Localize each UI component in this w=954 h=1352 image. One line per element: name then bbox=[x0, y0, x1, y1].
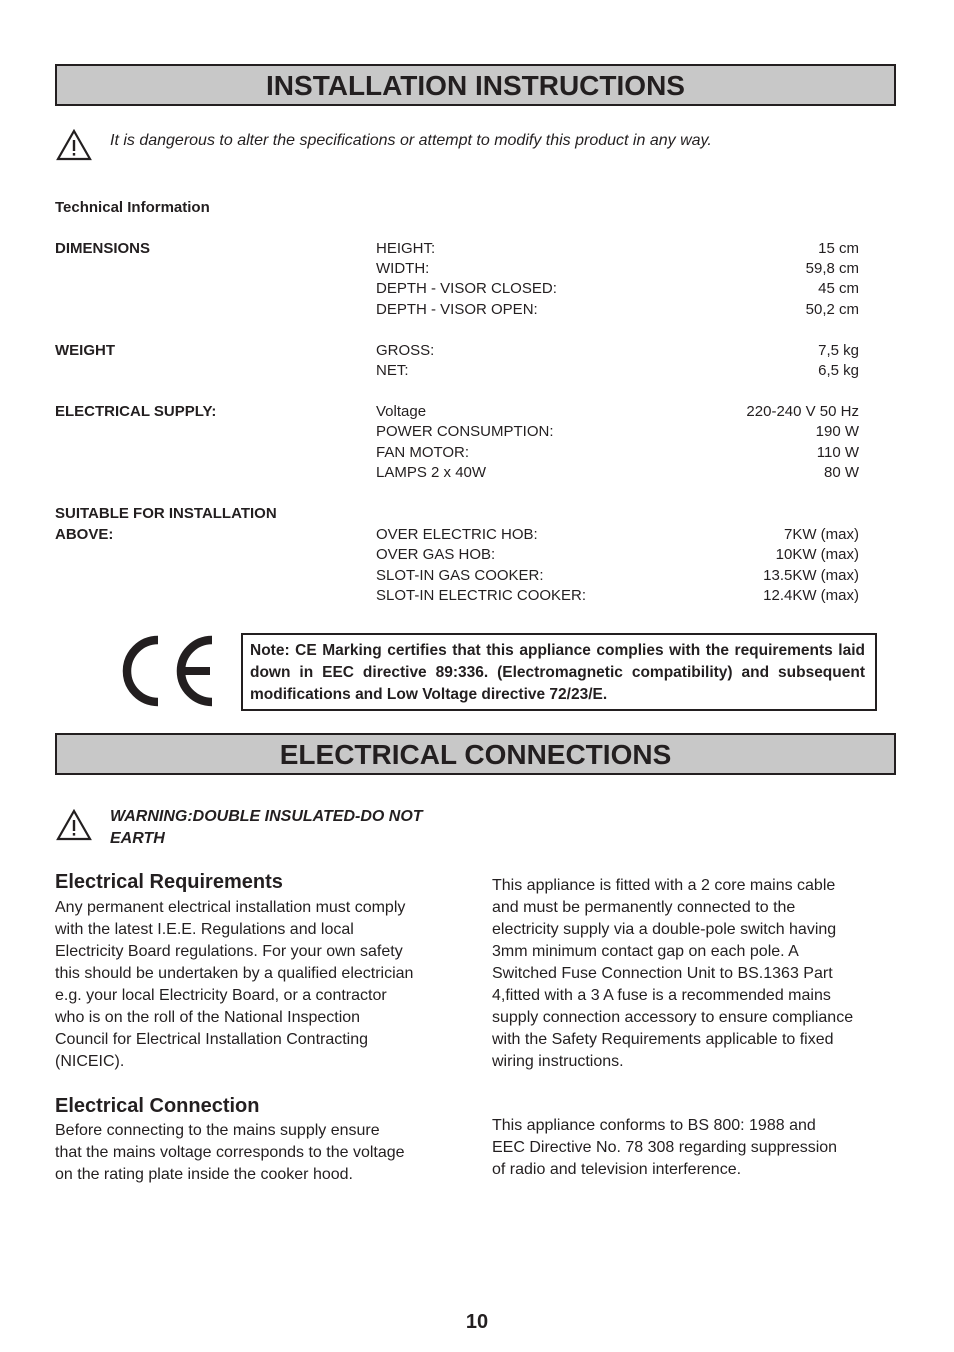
suitable-label-line1: SUITABLE FOR INSTALLATION bbox=[55, 505, 277, 522]
electrical-title-banner bbox=[55, 733, 896, 775]
cable-info-text: This appliance is fitted with a 2 core mains cable and must be permanently connected to the electricity supply via a double-pole switch having 3mm minimum contact gap on each pole. A Switched Fuse Connection Unit to BS.1363 Part 4,fitted with a 3 A fuse is a recommended mains supply connection accessory to ensure compliance with the Safety Requirements applicable to fixed wiring instructions. bbox=[492, 877, 854, 1070]
weight-label: WEIGHT bbox=[55, 342, 115, 359]
spec-row bbox=[376, 342, 859, 362]
ce-note-box bbox=[241, 633, 877, 711]
tech-info-heading: Technical Information bbox=[55, 199, 210, 216]
modify-warning-text: It is dangerous to alter the specifications or attempt to modify this product in any way. bbox=[110, 132, 712, 149]
spec-row bbox=[376, 444, 859, 464]
warning-line-1: WARNING:DOUBLE INSULATED-DO NOT bbox=[110, 808, 423, 825]
ce-note-text: Note: CE Marking certifies that this appliance complies with the requirements laid down in EEC directive 89:336. (Electromagnetic compatibility) and subsequent modifications and Low Voltage directive 72/23/E. bbox=[250, 642, 865, 703]
spec-key: HEIGHT: bbox=[376, 240, 436, 257]
spec-value: 12.4KW (max) bbox=[763, 587, 859, 604]
spec-key: GROSS: bbox=[376, 342, 435, 359]
spec-row bbox=[376, 546, 859, 566]
conformity-text: This appliance conforms to BS 800: 1988 and EEC Directive No. 78 308 regarding suppression of radio and television interference. bbox=[492, 1117, 838, 1178]
spec-value: 110 W bbox=[816, 444, 859, 461]
spec-row bbox=[376, 464, 859, 484]
electrical-title: ELECTRICAL CONNECTIONS bbox=[279, 739, 672, 770]
spec-row bbox=[376, 362, 859, 382]
spec-value: 59,8 cm bbox=[805, 260, 859, 277]
spec-key: SLOT-IN GAS COOKER: bbox=[376, 567, 544, 584]
warning-triangle-icon bbox=[56, 129, 92, 161]
spec-value: 50,2 cm bbox=[805, 301, 859, 318]
spec-row bbox=[376, 280, 859, 300]
suitable-label-line2: ABOVE: bbox=[55, 526, 114, 543]
dimensions-label: DIMENSIONS bbox=[55, 240, 151, 257]
spec-row bbox=[376, 587, 859, 607]
spec-row bbox=[376, 240, 859, 260]
double-insulated-warning bbox=[110, 806, 423, 850]
spec-value: 45 cm bbox=[818, 280, 859, 297]
spec-row bbox=[376, 567, 859, 587]
spec-row bbox=[376, 526, 859, 546]
spec-key: DEPTH - VISOR CLOSED: bbox=[376, 280, 557, 297]
spec-row bbox=[376, 403, 859, 423]
spec-row bbox=[376, 301, 859, 321]
spec-value: 80 W bbox=[823, 464, 859, 481]
page-number: 10 bbox=[465, 1311, 489, 1333]
spec-value: 7KW (max) bbox=[784, 526, 859, 543]
spec-key: OVER ELECTRIC HOB: bbox=[376, 526, 538, 543]
spec-value: 190 W bbox=[815, 423, 859, 440]
spec-key: POWER CONSUMPTION: bbox=[376, 423, 554, 440]
spec-value: 220-240 V 50 Hz bbox=[746, 403, 859, 420]
ce-mark-logo bbox=[118, 634, 218, 708]
electrical-connection-text: Before connecting to the mains supply ensure that the mains voltage corresponds to the voltage on the rating plate inside the cooker hood. bbox=[55, 1122, 405, 1183]
spec-key: FAN MOTOR: bbox=[376, 444, 470, 461]
spec-row bbox=[376, 260, 859, 280]
spec-value: 6,5 kg bbox=[818, 362, 859, 379]
electrical-connection-heading: Electrical Connection bbox=[55, 1095, 260, 1117]
spec-row bbox=[376, 423, 859, 443]
electrical-requirements-text: Any permanent electrical installation must comply with the latest I.E.E. Regulations and local Electricity Board regulations. For your own safety this should be undertaken by a qualified electrician e.g. your local Electricity Board, or a contractor who is on the roll of the National Inspection Council for Electrical Installation Contracting (NICEIC). bbox=[55, 899, 414, 1070]
installation-title: INSTALLATION INSTRUCTIONS bbox=[266, 70, 685, 101]
spec-key: NET: bbox=[376, 362, 409, 379]
spec-key: DEPTH - VISOR OPEN: bbox=[376, 301, 538, 318]
electrical-supply-label: ELECTRICAL SUPPLY: bbox=[55, 403, 217, 420]
spec-value: 7,5 kg bbox=[818, 342, 859, 359]
spec-value: 13.5KW (max) bbox=[763, 567, 859, 584]
electrical-requirements-heading: Electrical Requirements bbox=[55, 871, 283, 893]
warning-triangle-icon bbox=[56, 809, 92, 841]
spec-key: Voltage bbox=[376, 403, 427, 420]
spec-key: SLOT-IN ELECTRIC COOKER: bbox=[376, 587, 587, 604]
spec-key: LAMPS 2 x 40W bbox=[376, 464, 487, 481]
spec-value: 10KW (max) bbox=[775, 546, 859, 563]
spec-key: WIDTH: bbox=[376, 260, 430, 277]
spec-value: 15 cm bbox=[818, 240, 859, 257]
warning-line-2: EARTH bbox=[110, 830, 165, 847]
spec-key: OVER GAS HOB: bbox=[376, 546, 496, 563]
installation-title-banner bbox=[55, 64, 896, 106]
